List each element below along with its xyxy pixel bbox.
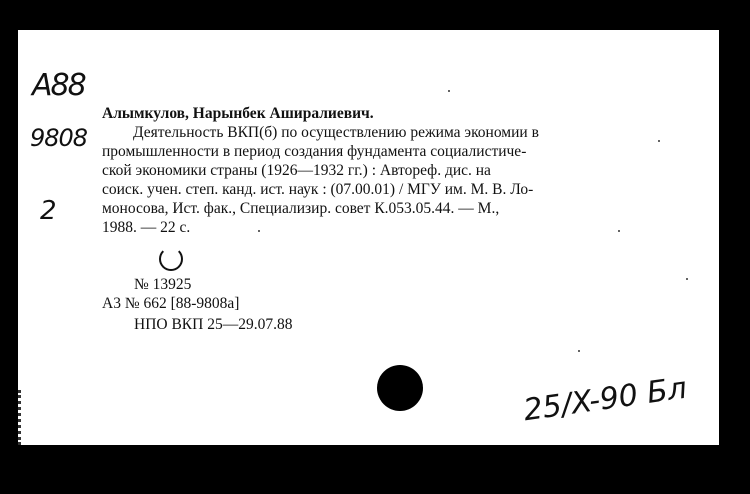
title-line-3: ской экономики страны (1926—1932 гг.) : Автореф. дис. на [102, 162, 491, 179]
speck [618, 230, 620, 232]
speck [258, 230, 260, 232]
speck [686, 278, 688, 280]
title-line-5: моносова, Ист. фак., Специализир. совет К.053.05.44. — М., [102, 200, 500, 217]
card-edge-marks [18, 390, 29, 445]
speck [448, 90, 450, 92]
title-line-4: соиск. учен. степ. канд. ист. наук : (07.00.01) / МГУ им. М. В. Ло- [102, 181, 534, 198]
margin-number: 2 [40, 196, 57, 226]
accession-number: № 13925 [134, 276, 192, 293]
shelf-mark-bottom: 9808 [30, 124, 88, 152]
author-name: Алымкулов, Нарынбек Аширалиевич. [102, 105, 374, 122]
small-circle-mark [159, 247, 183, 271]
npo-line: НПО ВКП 25—29.07.88 [134, 316, 293, 333]
handwritten-date: 25/X-90 Бл [521, 370, 690, 429]
speck [578, 350, 580, 352]
punch-hole [377, 365, 423, 411]
catalog-card [18, 30, 719, 445]
speck [658, 140, 660, 142]
az-line: А3 № 662 [88-9808а] [102, 295, 240, 312]
shelf-mark-top: A88 [32, 68, 85, 103]
title-line-2: промышленности в период создания фундамента социалистиче- [102, 143, 527, 160]
title-line-1: Деятельность ВКП(б) по осуществлению режима экономии в [133, 124, 539, 141]
title-line-6: 1988. — 22 с. [102, 219, 191, 236]
